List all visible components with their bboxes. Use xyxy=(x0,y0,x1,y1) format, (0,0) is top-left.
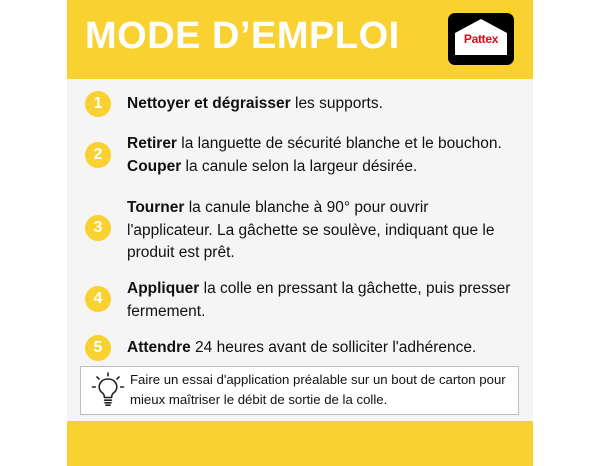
step-detail: la languette de sécurité blanche et le bouchon. xyxy=(176,135,502,152)
step-detail: la colle en pressant la gâchette, puis presser fermement. xyxy=(127,280,511,320)
logo-text: Pattex xyxy=(463,32,499,46)
step-action: Retirer xyxy=(127,135,177,152)
step-action: Attendre xyxy=(127,339,191,356)
step-detail-2: la canule selon la largeur désirée. xyxy=(181,157,418,175)
step-number-badge: 4 xyxy=(85,286,111,312)
step-detail: la canule blanche à 90° pour ouvrir l'applicateur. La gâchette se soulève, indiquant que le produit est prêt. xyxy=(127,199,495,261)
step-text xyxy=(127,133,517,178)
step-number-badge: 3 xyxy=(85,215,111,241)
lightbulb-icon xyxy=(91,372,125,410)
tip-box xyxy=(80,366,519,415)
step-text xyxy=(127,197,517,265)
step-detail: les supports. xyxy=(290,95,383,112)
step-number-badge: 2 xyxy=(85,142,111,168)
step-action: Appliquer xyxy=(127,280,200,297)
page-title: MODE D’EMPLOI xyxy=(85,15,400,57)
step-text xyxy=(127,278,517,323)
step-action: Nettoyer et dégraisser xyxy=(127,95,291,112)
header-banner xyxy=(67,0,533,79)
instructions-card xyxy=(67,0,533,466)
step-text xyxy=(127,337,517,360)
step-number-badge: 1 xyxy=(85,91,111,117)
step-action-2: Couper xyxy=(127,157,182,175)
step-detail: 24 heures avant de solliciter l'adhérence. xyxy=(190,339,477,356)
step-action: Tourner xyxy=(127,199,185,216)
tip-text: Faire un essai d'application préalable sur un bout de carton pour mieux maîtriser le débit de sortie de la colle. xyxy=(130,372,506,407)
step-text xyxy=(127,93,517,116)
pattex-logo xyxy=(448,13,514,65)
step-number-badge: 5 xyxy=(85,335,111,361)
footer-banner xyxy=(67,421,533,466)
